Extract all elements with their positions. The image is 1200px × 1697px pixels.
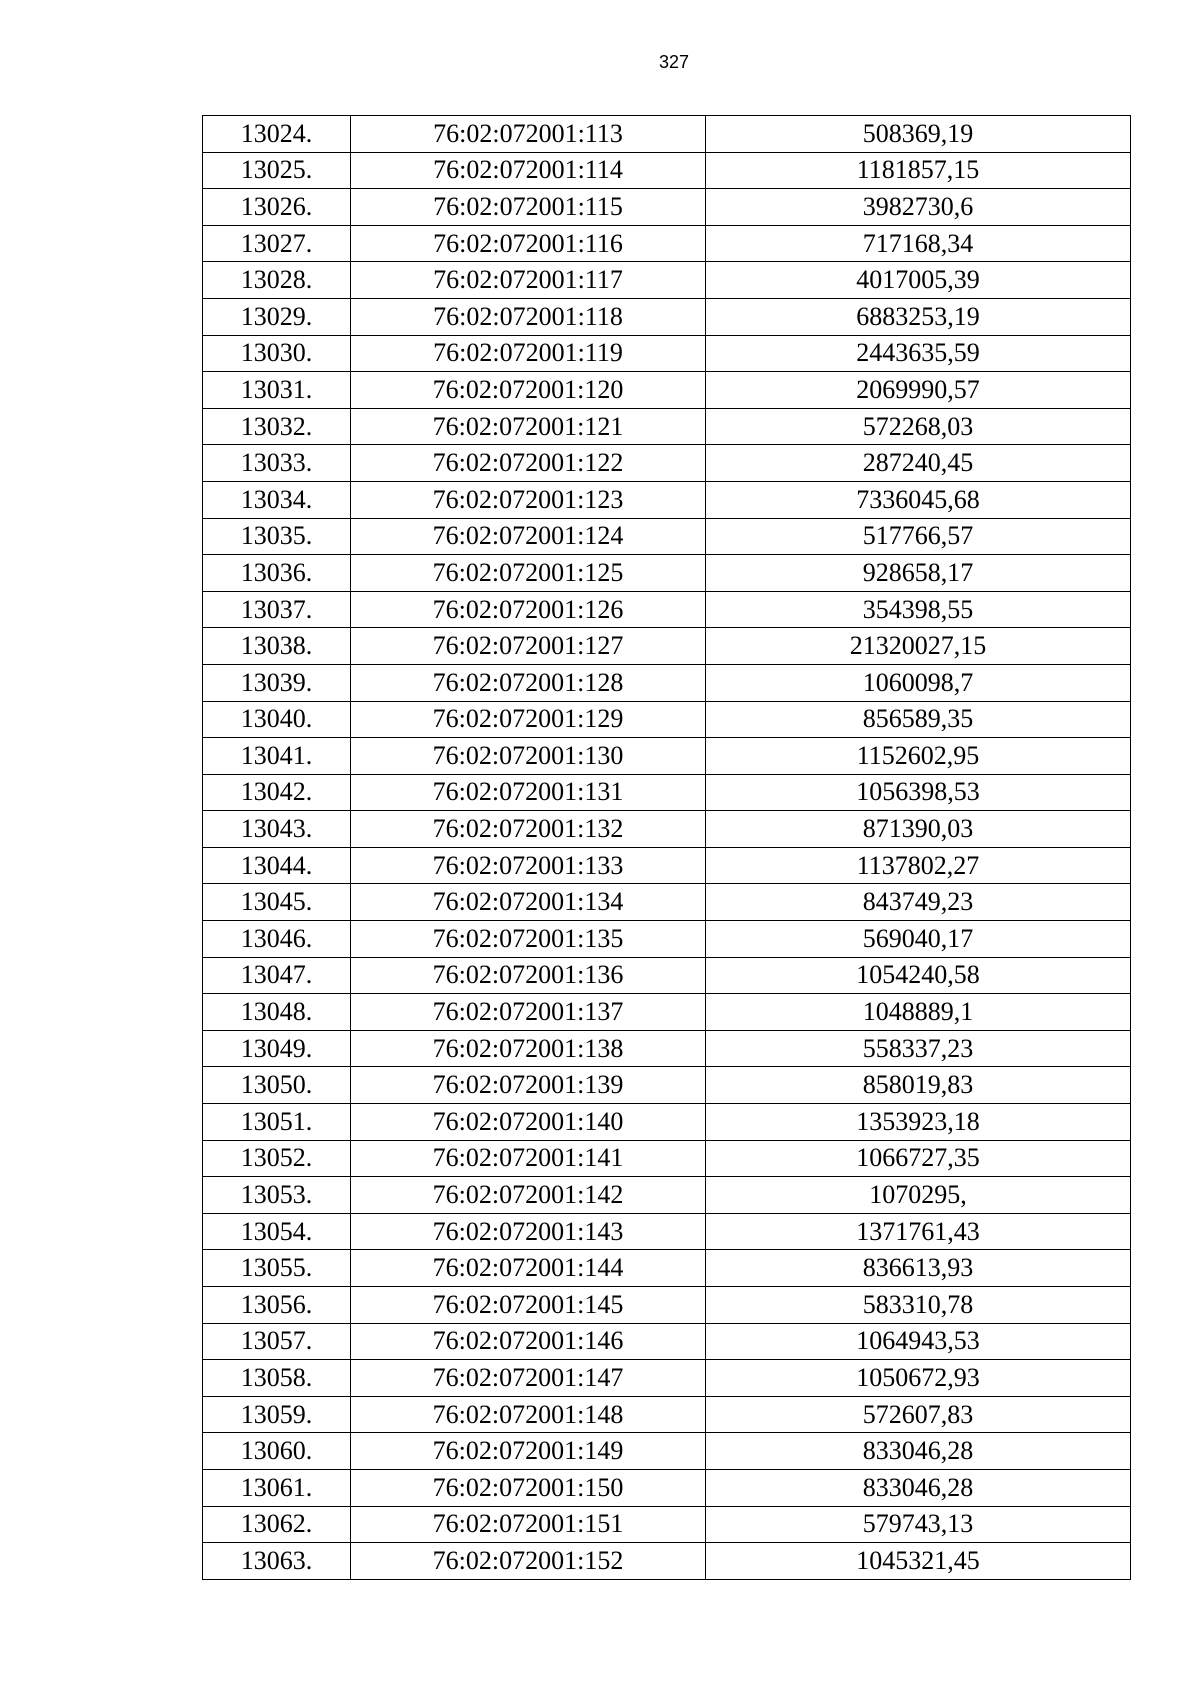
row-number-cell: 13044. <box>203 847 351 884</box>
row-number-cell: 13060. <box>203 1433 351 1470</box>
row-number-cell: 13058. <box>203 1360 351 1397</box>
cadastral-number-cell: 76:02:072001:144 <box>351 1250 706 1287</box>
row-number-cell: 13062. <box>203 1506 351 1543</box>
cadastral-value-cell: 572268,03 <box>706 408 1131 445</box>
row-number-cell: 13045. <box>203 884 351 921</box>
table-row <box>203 774 1131 811</box>
cadastral-number-cell: 76:02:072001:116 <box>351 225 706 262</box>
row-number-cell: 13048. <box>203 994 351 1031</box>
cadastral-number-cell: 76:02:072001:139 <box>351 1067 706 1104</box>
table-row <box>203 1213 1131 1250</box>
cadastral-number-cell: 76:02:072001:120 <box>351 372 706 409</box>
cadastral-value-cell: 3982730,6 <box>706 189 1131 226</box>
row-number-cell: 13040. <box>203 701 351 738</box>
cadastral-number-cell: 76:02:072001:113 <box>351 116 706 153</box>
row-number-cell: 13057. <box>203 1323 351 1360</box>
cadastral-number-cell: 76:02:072001:146 <box>351 1323 706 1360</box>
cadastral-number-cell: 76:02:072001:142 <box>351 1177 706 1214</box>
row-number-cell: 13053. <box>203 1177 351 1214</box>
table-row <box>203 408 1131 445</box>
row-number-cell: 13063. <box>203 1543 351 1580</box>
table-row <box>203 189 1131 226</box>
cadastral-number-cell: 76:02:072001:126 <box>351 591 706 628</box>
table-row <box>203 1177 1131 1214</box>
cadastral-number-cell: 76:02:072001:131 <box>351 774 706 811</box>
cadastral-value-cell: 569040,17 <box>706 921 1131 958</box>
table-row <box>203 1360 1131 1397</box>
cadastral-value-cell: 7336045,68 <box>706 481 1131 518</box>
table-row <box>203 445 1131 482</box>
cadastral-value-cell: 833046,28 <box>706 1433 1131 1470</box>
row-number-cell: 13033. <box>203 445 351 482</box>
table-row <box>203 628 1131 665</box>
row-number-cell: 13041. <box>203 738 351 775</box>
row-number-cell: 13026. <box>203 189 351 226</box>
table-body <box>203 116 1131 1580</box>
cadastral-number-cell: 76:02:072001:143 <box>351 1213 706 1250</box>
row-number-cell: 13036. <box>203 555 351 592</box>
table-row <box>203 1140 1131 1177</box>
cadastral-number-cell: 76:02:072001:129 <box>351 701 706 738</box>
row-number-cell: 13039. <box>203 664 351 701</box>
cadastral-value-table <box>202 115 1131 1580</box>
cadastral-value-cell: 856589,35 <box>706 701 1131 738</box>
row-number-cell: 13061. <box>203 1469 351 1506</box>
cadastral-number-cell: 76:02:072001:135 <box>351 921 706 958</box>
table-row <box>203 225 1131 262</box>
cadastral-value-cell: 871390,03 <box>706 811 1131 848</box>
cadastral-value-cell: 843749,23 <box>706 884 1131 921</box>
row-number-cell: 13047. <box>203 957 351 994</box>
table-row <box>203 372 1131 409</box>
cadastral-number-cell: 76:02:072001:130 <box>351 738 706 775</box>
row-number-cell: 13052. <box>203 1140 351 1177</box>
table-row <box>203 1287 1131 1324</box>
cadastral-value-cell: 572607,83 <box>706 1396 1131 1433</box>
cadastral-value-cell: 1054240,58 <box>706 957 1131 994</box>
table-row <box>203 262 1131 299</box>
cadastral-value-cell: 858019,83 <box>706 1067 1131 1104</box>
row-number-cell: 13027. <box>203 225 351 262</box>
row-number-cell: 13029. <box>203 298 351 335</box>
row-number-cell: 13034. <box>203 481 351 518</box>
table-row <box>203 664 1131 701</box>
cadastral-number-cell: 76:02:072001:121 <box>351 408 706 445</box>
cadastral-value-cell: 6883253,19 <box>706 298 1131 335</box>
cadastral-value-cell: 1064943,53 <box>706 1323 1131 1360</box>
row-number-cell: 13042. <box>203 774 351 811</box>
cadastral-value-cell: 1066727,35 <box>706 1140 1131 1177</box>
cadastral-value-cell: 1152602,95 <box>706 738 1131 775</box>
cadastral-value-cell: 717168,34 <box>706 225 1131 262</box>
table-row <box>203 884 1131 921</box>
cadastral-number-cell: 76:02:072001:122 <box>351 445 706 482</box>
table-row <box>203 1506 1131 1543</box>
cadastral-number-cell: 76:02:072001:134 <box>351 884 706 921</box>
table-row <box>203 847 1131 884</box>
cadastral-value-cell: 836613,93 <box>706 1250 1131 1287</box>
cadastral-value-cell: 1060098,7 <box>706 664 1131 701</box>
row-number-cell: 13051. <box>203 1104 351 1141</box>
table-row <box>203 481 1131 518</box>
table-row <box>203 152 1131 189</box>
cadastral-number-cell: 76:02:072001:147 <box>351 1360 706 1397</box>
cadastral-number-cell: 76:02:072001:123 <box>351 481 706 518</box>
cadastral-value-cell: 1050672,93 <box>706 1360 1131 1397</box>
cadastral-number-cell: 76:02:072001:149 <box>351 1433 706 1470</box>
cadastral-number-cell: 76:02:072001:114 <box>351 152 706 189</box>
cadastral-value-cell: 508369,19 <box>706 116 1131 153</box>
table-row <box>203 921 1131 958</box>
page-number: 327 <box>658 52 690 72</box>
table-row <box>203 701 1131 738</box>
cadastral-value-cell: 354398,55 <box>706 591 1131 628</box>
row-number-cell: 13050. <box>203 1067 351 1104</box>
cadastral-number-cell: 76:02:072001:117 <box>351 262 706 299</box>
cadastral-value-cell: 579743,13 <box>706 1506 1131 1543</box>
row-number-cell: 13056. <box>203 1287 351 1324</box>
cadastral-value-cell: 928658,17 <box>706 555 1131 592</box>
table-row <box>203 1543 1131 1580</box>
cadastral-number-cell: 76:02:072001:151 <box>351 1506 706 1543</box>
cadastral-number-cell: 76:02:072001:152 <box>351 1543 706 1580</box>
row-number-cell: 13031. <box>203 372 351 409</box>
table-row <box>203 1396 1131 1433</box>
cadastral-value-cell: 1181857,15 <box>706 152 1131 189</box>
table-row <box>203 591 1131 628</box>
table-row <box>203 738 1131 775</box>
cadastral-value-cell: 287240,45 <box>706 445 1131 482</box>
cadastral-value-cell: 1137802,27 <box>706 847 1131 884</box>
cadastral-number-cell: 76:02:072001:145 <box>351 1287 706 1324</box>
row-number-cell: 13049. <box>203 1030 351 1067</box>
cadastral-number-cell: 76:02:072001:119 <box>351 335 706 372</box>
row-number-cell: 13037. <box>203 591 351 628</box>
cadastral-value-cell: 1070295, <box>706 1177 1131 1214</box>
cadastral-value-cell: 2069990,57 <box>706 372 1131 409</box>
table-row <box>203 1469 1131 1506</box>
row-number-cell: 13043. <box>203 811 351 848</box>
cadastral-number-cell: 76:02:072001:138 <box>351 1030 706 1067</box>
cadastral-value-cell: 4017005,39 <box>706 262 1131 299</box>
row-number-cell: 13054. <box>203 1213 351 1250</box>
cadastral-number-cell: 76:02:072001:141 <box>351 1140 706 1177</box>
cadastral-number-cell: 76:02:072001:118 <box>351 298 706 335</box>
cadastral-number-cell: 76:02:072001:140 <box>351 1104 706 1141</box>
table-row <box>203 1323 1131 1360</box>
cadastral-value-cell: 21320027,15 <box>706 628 1131 665</box>
cadastral-number-cell: 76:02:072001:148 <box>351 1396 706 1433</box>
row-number-cell: 13030. <box>203 335 351 372</box>
cadastral-value-cell: 558337,23 <box>706 1030 1131 1067</box>
row-number-cell: 13028. <box>203 262 351 299</box>
cadastral-number-cell: 76:02:072001:124 <box>351 518 706 555</box>
cadastral-value-cell: 1353923,18 <box>706 1104 1131 1141</box>
row-number-cell: 13032. <box>203 408 351 445</box>
table-row <box>203 335 1131 372</box>
table-row <box>203 518 1131 555</box>
row-number-cell: 13035. <box>203 518 351 555</box>
table-row <box>203 1104 1131 1141</box>
cadastral-value-cell: 517766,57 <box>706 518 1131 555</box>
row-number-cell: 13025. <box>203 152 351 189</box>
table-row <box>203 1030 1131 1067</box>
table-row <box>203 555 1131 592</box>
table-row <box>203 116 1131 153</box>
table-row <box>203 1433 1131 1470</box>
row-number-cell: 13038. <box>203 628 351 665</box>
row-number-cell: 13024. <box>203 116 351 153</box>
cadastral-number-cell: 76:02:072001:132 <box>351 811 706 848</box>
table-row <box>203 1067 1131 1104</box>
table-row <box>203 1250 1131 1287</box>
cadastral-value-cell: 1056398,53 <box>706 774 1131 811</box>
cadastral-value-cell: 833046,28 <box>706 1469 1131 1506</box>
row-number-cell: 13046. <box>203 921 351 958</box>
cadastral-value-cell: 1045321,45 <box>706 1543 1131 1580</box>
table-row <box>203 957 1131 994</box>
table-row <box>203 811 1131 848</box>
cadastral-value-cell: 1048889,1 <box>706 994 1131 1031</box>
cadastral-value-cell: 583310,78 <box>706 1287 1131 1324</box>
cadastral-number-cell: 76:02:072001:115 <box>351 189 706 226</box>
cadastral-number-cell: 76:02:072001:127 <box>351 628 706 665</box>
cadastral-number-cell: 76:02:072001:137 <box>351 994 706 1031</box>
cadastral-number-cell: 76:02:072001:125 <box>351 555 706 592</box>
cadastral-value-cell: 1371761,43 <box>706 1213 1131 1250</box>
table-row <box>203 994 1131 1031</box>
cadastral-number-cell: 76:02:072001:128 <box>351 664 706 701</box>
cadastral-number-cell: 76:02:072001:150 <box>351 1469 706 1506</box>
table-row <box>203 298 1131 335</box>
cadastral-number-cell: 76:02:072001:133 <box>351 847 706 884</box>
cadastral-value-cell: 2443635,59 <box>706 335 1131 372</box>
row-number-cell: 13055. <box>203 1250 351 1287</box>
row-number-cell: 13059. <box>203 1396 351 1433</box>
cadastral-number-cell: 76:02:072001:136 <box>351 957 706 994</box>
